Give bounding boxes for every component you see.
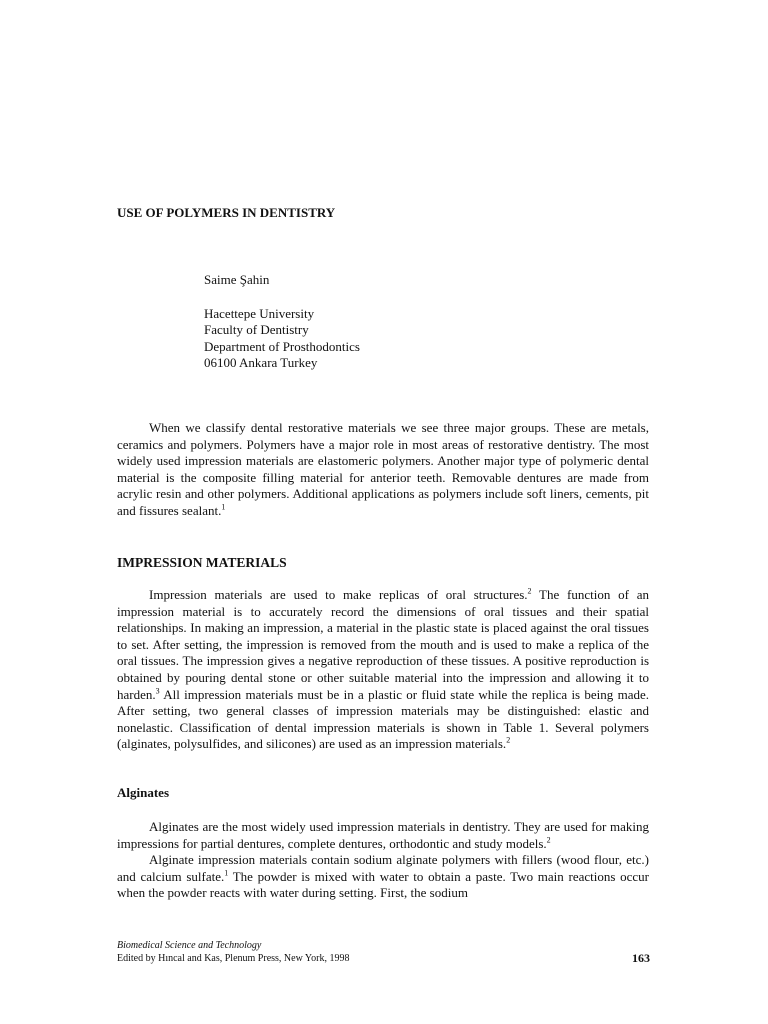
impression-text-c: All impression materials must be in a plastic or fluid state while the replica is being made. After setting, two general classes of impression materials may be distinguished: elastic and nonelastic. Classification of dental impression materials is shown in Table 1. Several polymers (alginates, polysulfides, and silicones) are used as an impression materials. [117, 686, 649, 752]
footer-journal: Biomedical Science and Technology [117, 940, 262, 951]
alginates-text-2a: Alginate impression materials contain sodium alginate polymers with fillers (wood flour, etc.) and calcium sulfate. [117, 852, 649, 884]
page-number: 163 [632, 951, 650, 965]
footer-edited: Edited by Hıncal and Kas, Plenum Press, New York, 1998 [117, 952, 350, 964]
affiliation-faculty: Faculty of Dentistry [204, 322, 309, 337]
alginates-ref-2: 1 [224, 868, 229, 878]
alginates-paragraph-1 [117, 819, 649, 852]
alginates-text-2b: The powder is mixed with water to obtain a paste. Two main reactions occur when the powder reacts with water during setting. First, the sodium [117, 868, 649, 901]
affiliation-department: Department of Prosthodontics [204, 338, 360, 354]
alginates-ref-1: 2 [546, 835, 551, 845]
alginates-paragraph-2 [117, 852, 649, 902]
affiliation-address: 06100 Ankara Turkey [204, 355, 318, 370]
impression-text-a: Impression materials are used to make replicas of oral structures. [149, 587, 528, 602]
author-block [204, 272, 360, 372]
impression-text-b: The function of an impression material is to accurately record the dimensions of oral tissues and their spatial relationships. In making an impression, a material in the plastic state is placed against the oral tissues to set. After setting, the impression is removed from the mouth and is used to make a replica of the oral tissues. The impression gives a negative reproduction of these tissues. A positive reproduction is obtained by pouring dental stone or other suitable material into the impression and allowing it to harden. [117, 587, 649, 702]
affiliation-university: Hacettepe University [204, 305, 315, 321]
impression-ref-1: 2 [527, 586, 532, 596]
impression-paragraph [117, 587, 649, 753]
intro-paragraph [117, 420, 649, 520]
impression-ref-3: 2 [506, 736, 511, 746]
intro-text: When we classify dental restorative materials we see three major groups. These are metals, ceramics and polymers. Polymers have a major role in most areas of restorative dentistry. The most widely used impression materials are elastomeric polymers. Another major type of polymeric dental material is the composite filling material for anterior teeth. Removable dentures are made from acrylic resin and other polymers. Additional applications as polymers include soft liners, cements, pit and fissures sealant. [117, 420, 649, 518]
author-name: Saime Şahin [204, 272, 270, 287]
section-heading-impression: IMPRESSION MATERIALS [117, 555, 287, 570]
page-footer [117, 940, 349, 965]
intro-ref: 1 [221, 502, 226, 512]
paper-title: USE OF POLYMERS IN DENTISTRY [117, 205, 336, 220]
impression-ref-2: 3 [155, 686, 160, 696]
alginates-text-1: Alginates are the most widely used impression materials in dentistry. They are used for making impressions for partial dentures, complete dentures, orthodontic and study models. [117, 819, 649, 851]
section-heading-alginates: Alginates [117, 785, 169, 800]
